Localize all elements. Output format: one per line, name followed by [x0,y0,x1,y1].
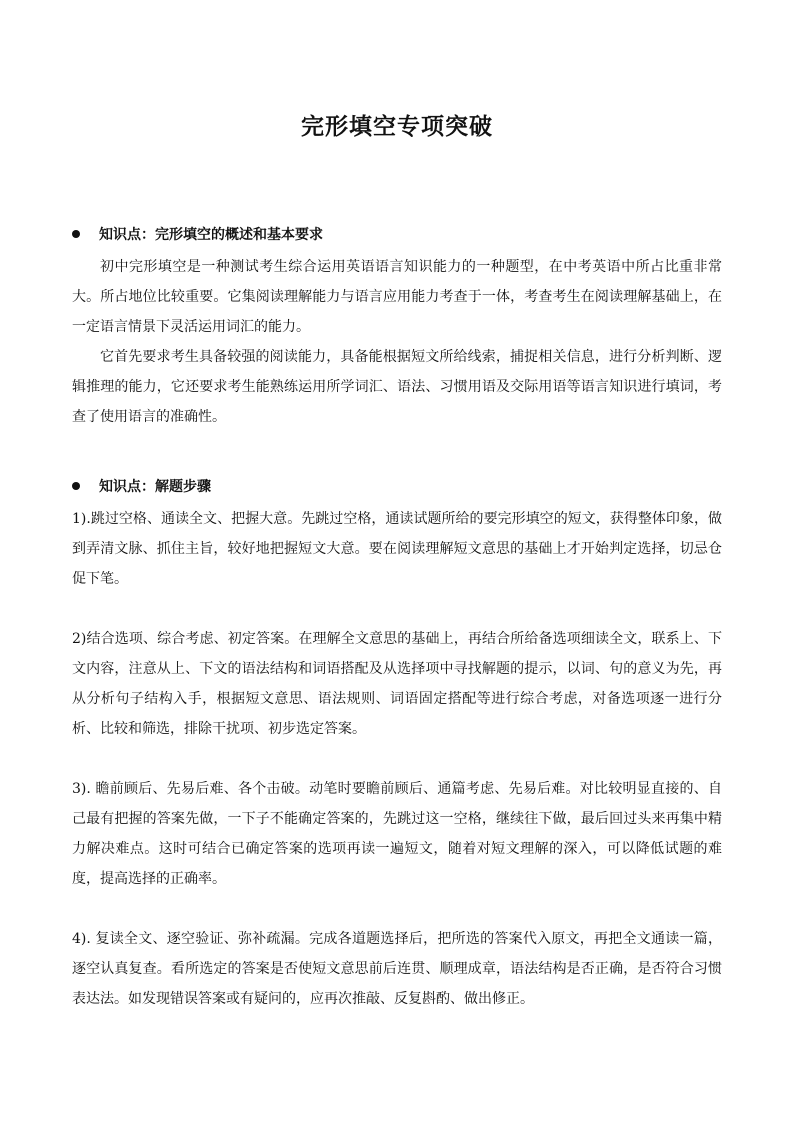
bullet-icon [72,482,80,490]
heading-text: 知识点：解题步骤 [99,479,211,495]
overview-paragraph-1: 初中完形填空是一种测试考生综合运用英语语言知识能力的一种题型，在中考英语中所占比重非常大。所占地位比较重要。它集阅读理解能力与语言应用能力考查于一体，考查考生在阅读理解基础上，在一定语言情景下灵活运用词汇的能力。 [72,259,722,335]
step-3: 3). 瞻前顾后、先易后难、各个击破。动笔时要瞻前顾后、通篇考虑、先易后难。对比较明显直接的、自己最有把握的答案先做，一下子不能确定答案的，先跳过这一空格，继续往下做，最后回过头来再集中精力解决难点。这时可结合已确定答案的选项再读一遍短文，随着对短文理解的深入，可以降低试题的难度，提高选择的正确率。 [72,781,722,887]
step-4: 4). 复读全文、逐空验证、弥补疏漏。完成各道题选择后，把所选的答案代入原文，再把全文通读一篇，逐空认真复查。看所选定的答案是否使短文意思前后连贯、顺理成章，语法结构是否正确，是否符合习惯表达法。如发现错误答案或有疑问的，应再次推敲、反复斟酌、做出修正。 [72,931,722,1007]
bullet-icon [72,230,80,238]
overview-paragraph-2: 它首先要求考生具备较强的阅读能力，具备能根据短文所给线索，捕捉相关信息，进行分析判断、逻辑推理的能力，它还要求考生能熟练运用所学词汇、语法、习惯用语及交际用语等语言知识进行填词，考查了使用语言的准确性。 [72,349,722,425]
section-heading [72,222,722,248]
step-1: 1).跳过空格、通读全文、把握大意。先跳过空格，通读试题所给的要完形填空的短文，获得整体印象，做到弄清文脉、抓住主旨，较好地把握短文大意。要在阅读理解短文意思的基础上才开始判定选择，切忌仓促下笔。 [72,511,722,587]
section-heading [72,474,722,500]
document-title: 完形填空专项突破 [301,113,493,140]
section-steps [72,474,722,1014]
heading-text: 知识点：完形填空的概述和基本要求 [99,227,323,243]
section-overview [72,222,722,432]
step-2: 2)结合选项、综合考虑、初定答案。在理解全文意思的基础上，再结合所给备选项细读全文，联系上、下文内容，注意从上、下文的语法结构和词语搭配及从选择项中寻找解题的提示，以词、句的意义为先，再从分析句子结构入手，根据短文意思、语法规则、词语固定搭配等进行综合考虑，对备选项逐一进行分析、比较和筛选，排除干扰项、初步选定答案。 [72,631,722,737]
